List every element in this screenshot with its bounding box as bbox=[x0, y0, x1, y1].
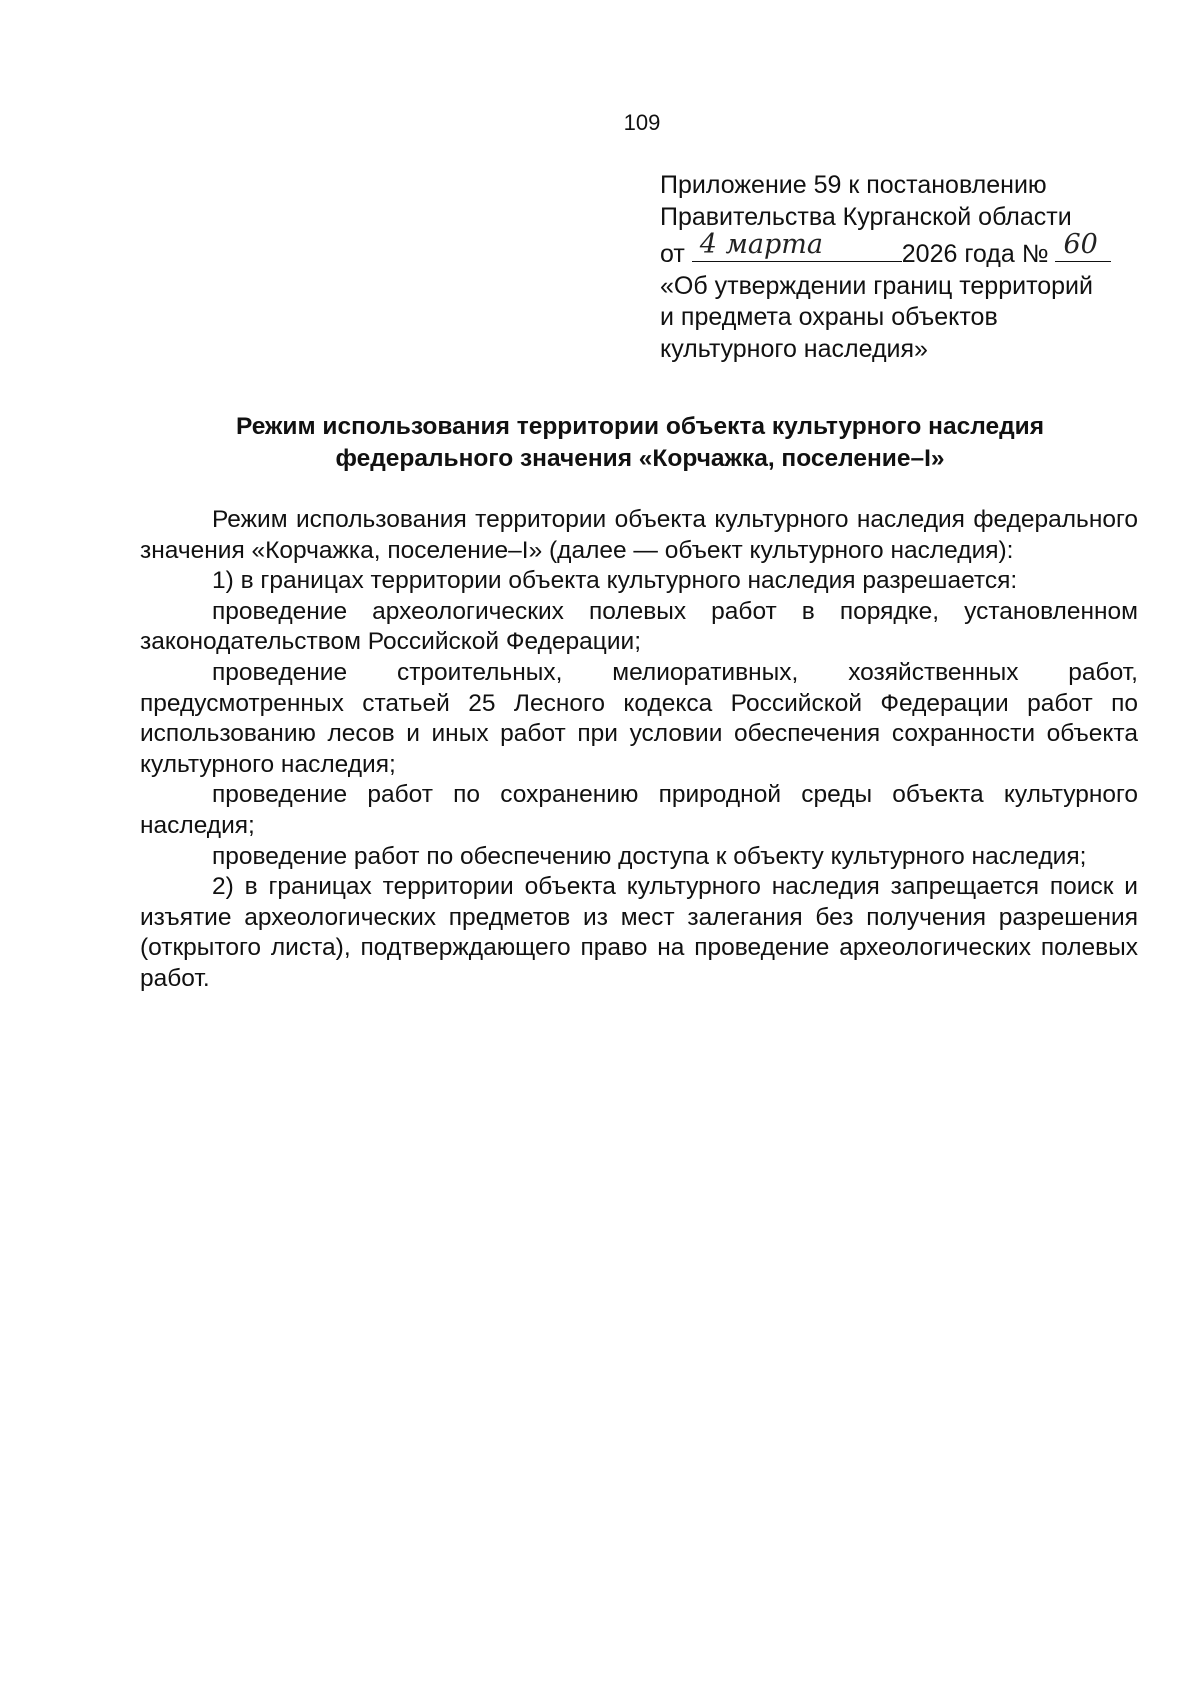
handwritten-number: 60 bbox=[1063, 228, 1098, 260]
handwritten-date: 4 марта bbox=[699, 228, 823, 260]
title-line-2: федерального значения «Корчажка, поселение–I» bbox=[335, 445, 945, 472]
document-body bbox=[140, 505, 1138, 995]
appendix-date-line bbox=[660, 228, 1160, 271]
paragraph-intro: Режим использования территории объекта культурного наследия федерального значения «Корчажка, поселение–I» (далее — объект культурного наследия): bbox=[140, 506, 1138, 564]
appendix-block bbox=[660, 170, 1160, 365]
appendix-line-1: Приложение 59 к постановлению bbox=[660, 171, 1047, 199]
paragraph-archaeological-works: проведение археологических полевых работ в порядке, установленном законодательством Российской Федерации; bbox=[140, 597, 1138, 656]
page-number: 109 bbox=[623, 110, 661, 135]
paragraph-item-2: 2) в границах территории объекта культурного наследия запрещается поиск и изъятие археологических предметов из мест залегания без получения разрешения (открытого листа), подтверждающего право на проведение археологических полевых работ. bbox=[140, 873, 1138, 992]
paragraph-access: проведение работ по обеспечению доступа к объекту культурного наследия; bbox=[212, 842, 1087, 870]
title-line-1: Режим использования территории объекта культурного наследия bbox=[236, 413, 1044, 440]
date-fill-line bbox=[692, 228, 902, 262]
date-prefix: от bbox=[660, 240, 685, 268]
year-text: 2026 года № bbox=[901, 240, 1049, 268]
paragraph-construction-works: проведение строительных, мелиоративных, хозяйственных работ, предусмотренных статьей 25 Лесного кодекса Российской Федерации работ по использованию лесов и иных работ при условии обеспечения сохранности объекта культурного наследия; bbox=[140, 658, 1138, 778]
document-title bbox=[140, 411, 1140, 475]
appendix-line-5: и предмета охраны объектов bbox=[660, 303, 998, 331]
paragraph-natural-environment: проведение работ по сохранению природной среды объекта культурного наследия; bbox=[140, 781, 1138, 839]
appendix-line-4: «Об утверждении границ территорий bbox=[660, 271, 1093, 300]
appendix-line-2: Правительства Курганской области bbox=[660, 202, 1072, 231]
appendix-line-6: культурного наследия» bbox=[660, 334, 928, 363]
paragraph-item-1: 1) в границах территории объекта культурного наследия разрешается: bbox=[212, 567, 1018, 595]
number-fill-line bbox=[1055, 228, 1111, 262]
